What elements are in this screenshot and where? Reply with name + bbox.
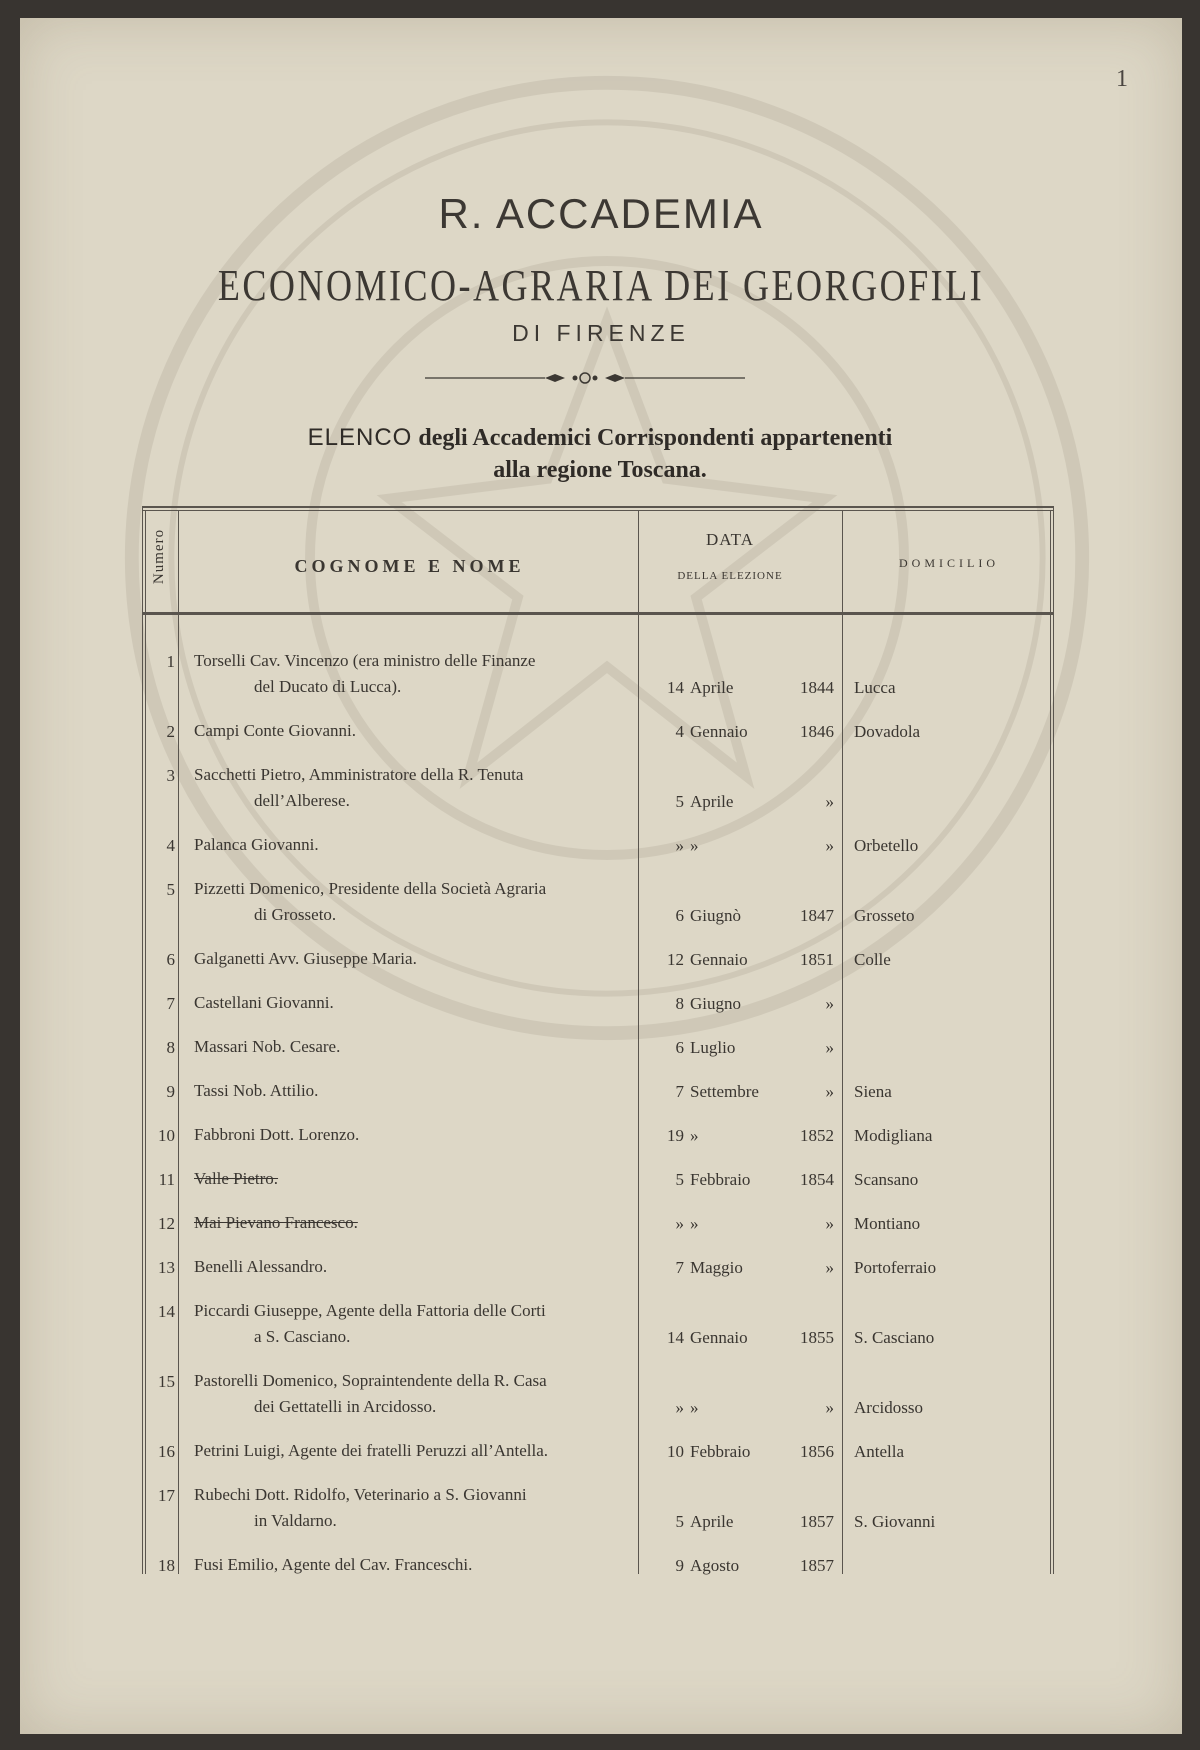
election-month: » bbox=[690, 1214, 699, 1233]
domicile: Orbetello bbox=[854, 836, 919, 855]
row-number: 16 bbox=[158, 1442, 175, 1461]
member-name bbox=[194, 1166, 634, 1192]
domicile: Grosseto bbox=[854, 906, 915, 925]
domicile: S. Giovanni bbox=[854, 1512, 936, 1531]
election-month: Aprile bbox=[690, 792, 734, 811]
election-day: » bbox=[675, 1214, 684, 1233]
election-day: 4 bbox=[675, 722, 684, 741]
domicile: Antella bbox=[854, 1442, 905, 1461]
member-name-line1: Galganetti Avv. Giuseppe Maria. bbox=[194, 949, 417, 968]
election-month: Giugno bbox=[690, 994, 741, 1013]
election-month: Febbraio bbox=[690, 1170, 751, 1189]
election-year: » bbox=[825, 994, 834, 1013]
election-month: » bbox=[690, 1126, 699, 1145]
list-heading bbox=[200, 422, 1000, 486]
header-domicile: DOMICILIO bbox=[899, 556, 999, 570]
member-name-line1: Fabbroni Dott. Lorenzo. bbox=[194, 1125, 360, 1144]
election-year: 1846 bbox=[800, 722, 834, 741]
member-name bbox=[194, 990, 634, 1016]
member-name-line1: Fusi Emilio, Agente del Cav. Franceschi. bbox=[194, 1555, 473, 1574]
election-month: » bbox=[690, 836, 699, 855]
member-name-line1: Palanca Giovanni. bbox=[194, 835, 319, 854]
election-year: » bbox=[825, 1038, 834, 1057]
member-name bbox=[194, 832, 634, 858]
election-year: » bbox=[825, 836, 834, 855]
election-day: 14 bbox=[667, 678, 684, 697]
election-month: Febbraio bbox=[690, 1442, 751, 1461]
domicile: Dovadola bbox=[854, 722, 921, 741]
election-year: » bbox=[825, 792, 834, 811]
row-number: 9 bbox=[166, 1082, 175, 1101]
election-year: 1844 bbox=[800, 678, 834, 697]
election-day: 5 bbox=[675, 792, 684, 811]
member-name bbox=[194, 762, 634, 814]
domicile: S. Casciano bbox=[854, 1328, 935, 1347]
election-year: 1847 bbox=[800, 906, 834, 925]
member-name-line1: Torselli Cav. Vincenzo (era ministro delle Finanze bbox=[194, 651, 536, 670]
member-name-line2: a S. Casciano. bbox=[254, 1327, 351, 1346]
row-number: 12 bbox=[158, 1214, 175, 1233]
divider-ornament bbox=[425, 370, 745, 386]
election-day: 9 bbox=[675, 1556, 684, 1575]
header-date-sub: DELLA ELEZIONE bbox=[677, 570, 783, 582]
row-number: 13 bbox=[158, 1258, 175, 1277]
election-month: Luglio bbox=[690, 1038, 736, 1057]
member-name-line1: Massari Nob. Cesare. bbox=[194, 1037, 341, 1056]
domicile: Scansano bbox=[854, 1170, 919, 1189]
election-month: Gennaio bbox=[690, 722, 748, 741]
header-date: DATA bbox=[706, 530, 754, 549]
election-year: 1854 bbox=[800, 1170, 834, 1189]
member-name-line1: Rubechi Dott. Ridolfo, Veterinario a S. Giovanni bbox=[194, 1485, 527, 1504]
member-name-line1: Tassi Nob. Attilio. bbox=[194, 1081, 319, 1100]
election-year: » bbox=[825, 1258, 834, 1277]
member-name-line2: dell’Alberese. bbox=[254, 791, 350, 810]
election-year: 1856 bbox=[800, 1442, 834, 1461]
institution-title: R. ACCADEMIA bbox=[438, 190, 764, 237]
member-name bbox=[194, 1438, 634, 1464]
member-name-line2: dei Gettatelli in Arcidosso. bbox=[254, 1397, 437, 1416]
member-name bbox=[194, 648, 634, 700]
election-day: 7 bbox=[675, 1082, 684, 1101]
page-number: 1 bbox=[1116, 66, 1128, 92]
domicile: Arcidosso bbox=[854, 1398, 923, 1417]
row-number: 17 bbox=[158, 1486, 175, 1505]
row-number: 6 bbox=[166, 950, 175, 969]
election-month: Settembre bbox=[690, 1082, 759, 1101]
member-name bbox=[194, 718, 634, 744]
row-number: 18 bbox=[158, 1556, 175, 1575]
member-name bbox=[194, 1552, 634, 1578]
election-year: 1851 bbox=[800, 950, 834, 969]
row-number: 3 bbox=[166, 766, 175, 785]
institution-subtitle: ECONOMICO-AGRARIA DEI GEORGOFILI bbox=[217, 261, 985, 310]
member-name-line1: Castellani Giovanni. bbox=[194, 993, 334, 1012]
row-number: 8 bbox=[166, 1038, 175, 1057]
member-name-line1: Pastorelli Domenico, Sopraintendente della R. Casa bbox=[194, 1371, 547, 1390]
member-name-line2: di Grosseto. bbox=[254, 905, 337, 924]
member-name bbox=[194, 1298, 634, 1350]
election-month: Aprile bbox=[690, 678, 734, 697]
domicile: Modigliana bbox=[854, 1126, 933, 1145]
row-number: 4 bbox=[166, 836, 175, 855]
domicile: Siena bbox=[854, 1082, 892, 1101]
member-name bbox=[194, 1122, 634, 1148]
election-year: » bbox=[825, 1214, 834, 1233]
member-name-line2: in Valdarno. bbox=[254, 1511, 337, 1530]
heading-elenco: ELENCO bbox=[307, 424, 413, 451]
member-name-line1: Valle Pietro. bbox=[194, 1169, 279, 1188]
election-day: » bbox=[675, 836, 684, 855]
election-month: Gennaio bbox=[690, 950, 748, 969]
election-month: Agosto bbox=[690, 1556, 740, 1575]
election-month: » bbox=[690, 1398, 699, 1417]
row-number: 15 bbox=[158, 1372, 175, 1391]
institution-city: DI FIRENZE bbox=[512, 320, 690, 346]
heading-line2: alla regione Toscana. bbox=[493, 457, 707, 483]
member-name bbox=[194, 1482, 634, 1534]
domicile: Lucca bbox=[854, 678, 896, 697]
election-day: 14 bbox=[667, 1328, 684, 1347]
member-name bbox=[194, 876, 634, 928]
row-number: 10 bbox=[158, 1126, 175, 1145]
header-name: COGNOME E NOME bbox=[294, 556, 525, 576]
election-month: Giugnò bbox=[690, 906, 741, 925]
election-year: » bbox=[825, 1082, 834, 1101]
member-name bbox=[194, 1254, 634, 1280]
member-name-line1: Mai Pievano Francesco. bbox=[194, 1213, 358, 1232]
domicile: Colle bbox=[854, 950, 891, 969]
election-day: 6 bbox=[675, 1038, 684, 1057]
election-year: 1855 bbox=[800, 1328, 834, 1347]
member-name-line1: Sacchetti Pietro, Amministratore della R. Tenuta bbox=[194, 765, 524, 784]
member-name-line1: Benelli Alessandro. bbox=[194, 1257, 328, 1276]
member-name bbox=[194, 1368, 634, 1420]
row-number: 2 bbox=[166, 722, 175, 741]
member-name bbox=[194, 1078, 634, 1104]
member-name-line1: Piccardi Giuseppe, Agente della Fattoria delle Corti bbox=[194, 1301, 546, 1320]
election-day: 10 bbox=[667, 1442, 684, 1461]
election-day: 8 bbox=[675, 994, 684, 1013]
election-day: 6 bbox=[675, 906, 684, 925]
election-day: 5 bbox=[675, 1512, 684, 1531]
election-month: Gennaio bbox=[690, 1328, 748, 1347]
row-number: 11 bbox=[158, 1170, 175, 1189]
member-name-line1: Petrini Luigi, Agente dei fratelli Peruzzi all’Antella. bbox=[194, 1441, 549, 1460]
members-table bbox=[142, 506, 1054, 1574]
election-month: Maggio bbox=[690, 1258, 743, 1277]
member-name bbox=[194, 946, 634, 972]
election-year: » bbox=[825, 1398, 834, 1417]
header-number: Numero bbox=[151, 528, 168, 584]
election-year: 1857 bbox=[800, 1512, 834, 1531]
election-year: 1857 bbox=[800, 1556, 834, 1575]
election-month: Aprile bbox=[690, 1512, 734, 1531]
election-year: 1852 bbox=[800, 1126, 834, 1145]
domicile: Portoferraio bbox=[854, 1258, 937, 1277]
row-number: 14 bbox=[158, 1302, 175, 1321]
member-name bbox=[194, 1034, 634, 1060]
election-day: 12 bbox=[667, 950, 684, 969]
member-name-line1: Pizzetti Domenico, Presidente della Società Agraria bbox=[194, 879, 547, 898]
election-day: » bbox=[675, 1398, 684, 1417]
heading-line1: degli Accademici Corrispondenti appartenenti bbox=[418, 425, 893, 451]
row-number: 5 bbox=[166, 880, 175, 899]
document-page bbox=[20, 18, 1182, 1734]
domicile: Montiano bbox=[854, 1214, 921, 1233]
election-day: 5 bbox=[675, 1170, 684, 1189]
member-name bbox=[194, 1210, 634, 1236]
row-number: 7 bbox=[166, 994, 175, 1013]
election-day: 7 bbox=[675, 1258, 684, 1277]
member-name-line2: del Ducato di Lucca). bbox=[254, 677, 402, 696]
member-name-line1: Campi Conte Giovanni. bbox=[194, 721, 356, 740]
election-day: 19 bbox=[667, 1126, 684, 1145]
row-number: 1 bbox=[166, 652, 175, 671]
